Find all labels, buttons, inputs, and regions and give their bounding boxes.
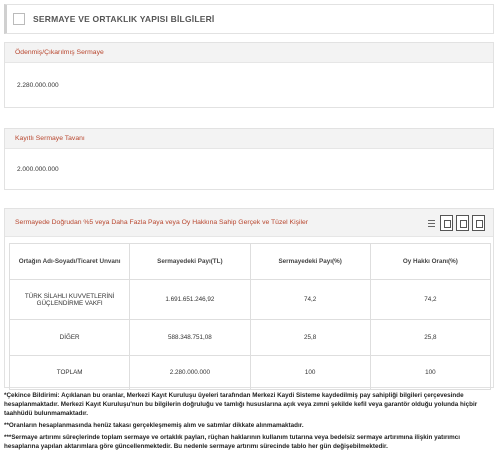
cell-share: 100 — [250, 356, 370, 390]
registered-capital-card — [4, 128, 494, 190]
column-header: Oy Hakkı Oranı(%) — [370, 244, 490, 280]
cell-name: TÜRK SİLAHLI KUVVETLERİNİ GÜÇLENDİRME VAKFI — [10, 280, 130, 320]
shareholders-table — [9, 243, 491, 390]
paid-capital-card — [4, 42, 494, 108]
export-print-icon[interactable] — [472, 215, 485, 231]
cell-name: TOPLAM — [10, 356, 130, 390]
cell-share: 25,8 — [250, 320, 370, 356]
cell-vote: 100 — [370, 356, 490, 390]
section-title: SERMAYE VE ORTAKLIK YAPISI BİLGİLERİ — [33, 14, 215, 24]
cell-vote: 25,8 — [370, 320, 490, 356]
export-excel-icon[interactable] — [456, 215, 469, 231]
shareholders-title: Sermayede Doğrudan %5 veya Daha Fazla Paya veya Oy Hakkına Sahip Gerçek ve Tüzel Kişiler — [15, 219, 309, 226]
cell-share: 74,2 — [250, 280, 370, 320]
disclaimer-notes — [4, 391, 496, 454]
cell-vote: 74,2 — [370, 280, 490, 320]
column-header: Ortağın Adı-Soyadı/Ticaret Unvanı — [10, 244, 130, 280]
table-total-row — [10, 356, 491, 390]
paid-capital-label: Ödenmiş/Çıkarılmış Sermaye — [5, 43, 493, 63]
note-capital-increase: ***Sermaye artırımı süreçlerinde toplam sermaye ve ortaklık payları, rüçhan haklarının kullanım tutarına veya bedelsiz sermaye artırımına ilişkin yatırımcı hesaplarına yapılan aktarımlara göre güncellenmektedir. Bu nedenle sermaye artırımı sürecinde tablo her gün değişebilmektedir. — [4, 434, 461, 450]
shareholders-card — [4, 208, 494, 388]
paid-capital-value: 2.280.000.000 — [17, 81, 59, 89]
section-square-icon — [13, 13, 25, 25]
registered-capital-value: 2.000.000.000 — [17, 165, 59, 173]
cell-name: DİĞER — [10, 320, 130, 356]
shareholders-header — [5, 209, 493, 237]
cell-amount: 1.691.651.246,92 — [130, 280, 250, 320]
table-tools — [425, 215, 485, 231]
table-row — [10, 280, 491, 320]
table-row — [10, 320, 491, 356]
export-pdf-icon[interactable] — [440, 215, 453, 231]
table-header-row — [10, 244, 491, 280]
column-header: Sermayedeki Payı(%) — [250, 244, 370, 280]
menu-icon[interactable] — [425, 217, 437, 229]
note-disclaimer: *Çekince Bildirimi: Açıklanan bu oranlar, Merkezi Kayıt Kuruluşu üyeleri tarafından Merkezi Kaydi Sisteme kaydedilmiş pay sahipliği bilgileri çerçevesinde hesaplanmaktadır. Merkezi Kayıt Kuruluşu'nun bu bilgilerin doğruluğu ve tamlığı hususlarına açık veya zımni şekilde kefil veya garantör olduğu yolunda hiçbir taahhüdü bulunmamaktadır. — [4, 392, 478, 417]
column-header: Sermayedeki Payı(TL) — [130, 244, 250, 280]
note-settlement: **Oranların hesaplanmasında henüz takası gerçekleşmemiş alım ve satımlar dikkate alınmamaktadır. — [4, 422, 304, 429]
section-header — [4, 4, 494, 34]
cell-amount: 588.348.751,08 — [130, 320, 250, 356]
cell-amount: 2.280.000.000 — [130, 356, 250, 390]
registered-capital-label: Kayıtlı Sermaye Tavanı — [5, 129, 493, 149]
